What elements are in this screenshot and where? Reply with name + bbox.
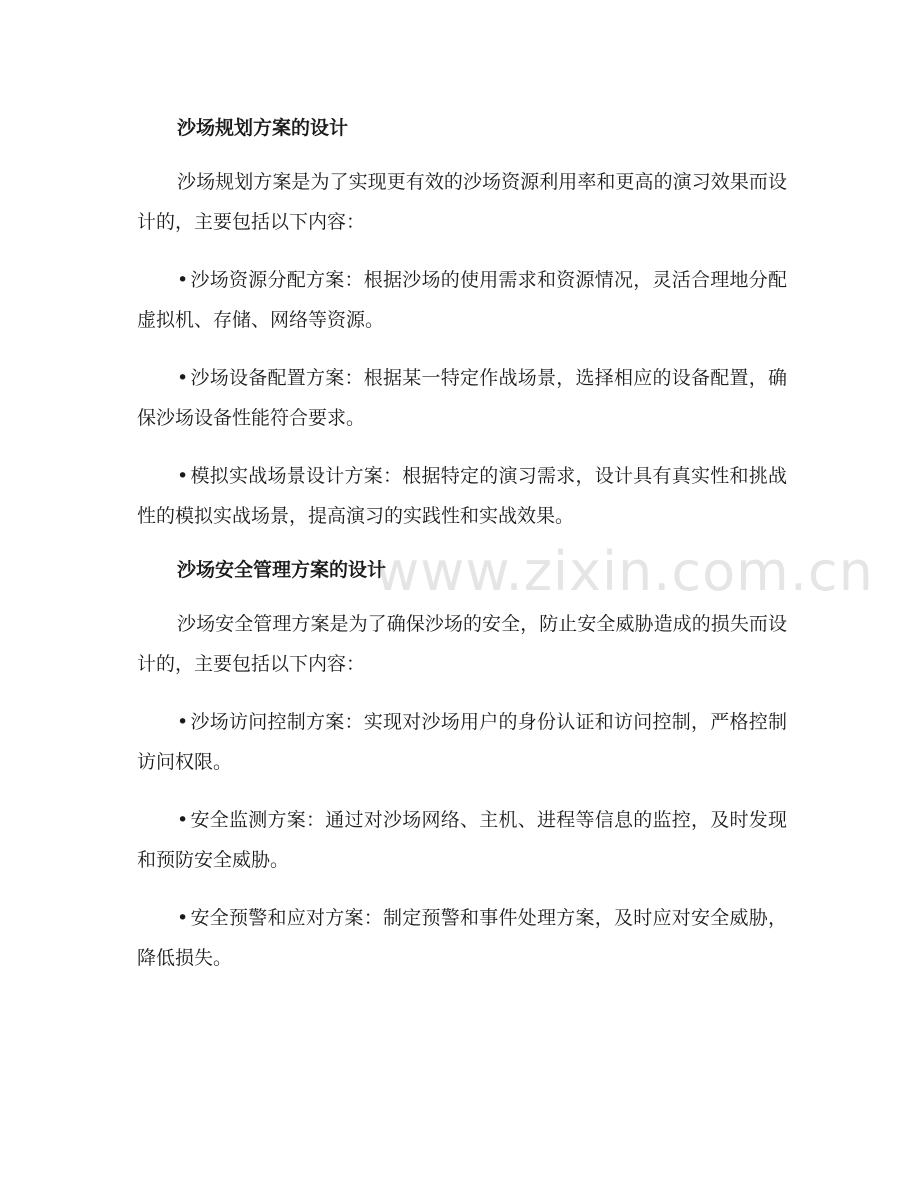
document-content [137, 112, 787, 996]
bullet-text: 沙场资源分配方案：根据沙场的使用需求和资源情况，灵活合理地分配虚拟机、存储、网络等资源。 [137, 269, 787, 331]
bullet-text: 沙场访问控制方案：实现对沙场用户的身份认证和访问控制，严格控制访问权限。 [137, 711, 787, 773]
bullet-text: 沙场设备配置方案：根据某一特定作战场景，选择相应的设备配置，确保沙场设备性能符合要求。 [137, 367, 787, 429]
bullet-dot: • [177, 269, 189, 291]
bullet-item [137, 702, 787, 782]
bullet-text: 安全监测方案：通过对沙场网络、主机、进程等信息的监控，及时发现和预防安全威胁。 [137, 809, 787, 871]
bullet-dot: • [177, 711, 189, 733]
section-intro: 沙场安全管理方案是为了确保沙场的安全，防止安全威胁造成的损失而设计的，主要包括以下内容： [137, 613, 787, 675]
bullet-item [137, 358, 787, 438]
bullet-item [137, 898, 787, 978]
watermark: www.zixin.com.cn [375, 540, 874, 603]
section-heading: 沙场安全管理方案的设计 [177, 559, 387, 581]
bullet-item [137, 456, 787, 536]
section-intro: 沙场规划方案是为了实现更有效的沙场资源利用率和更高的演习效果而设计的，主要包括以下内容： [137, 171, 787, 233]
bullet-dot: • [177, 809, 189, 831]
bullet-text: 安全预警和应对方案：制定预警和事件处理方案，及时应对安全威胁，降低损失。 [137, 907, 787, 969]
bullet-dot: • [177, 907, 189, 929]
section-heading: 沙场规划方案的设计 [177, 117, 349, 139]
bullet-dot: • [177, 465, 189, 487]
bullet-text: 模拟实战场景设计方案：根据特定的演习需求，设计具有真实性和挑战性的模拟实战场景，提高演习的实践性和实战效果。 [137, 465, 787, 527]
bullet-item [137, 800, 787, 880]
bullet-dot: • [177, 367, 189, 389]
bullet-item [137, 260, 787, 340]
